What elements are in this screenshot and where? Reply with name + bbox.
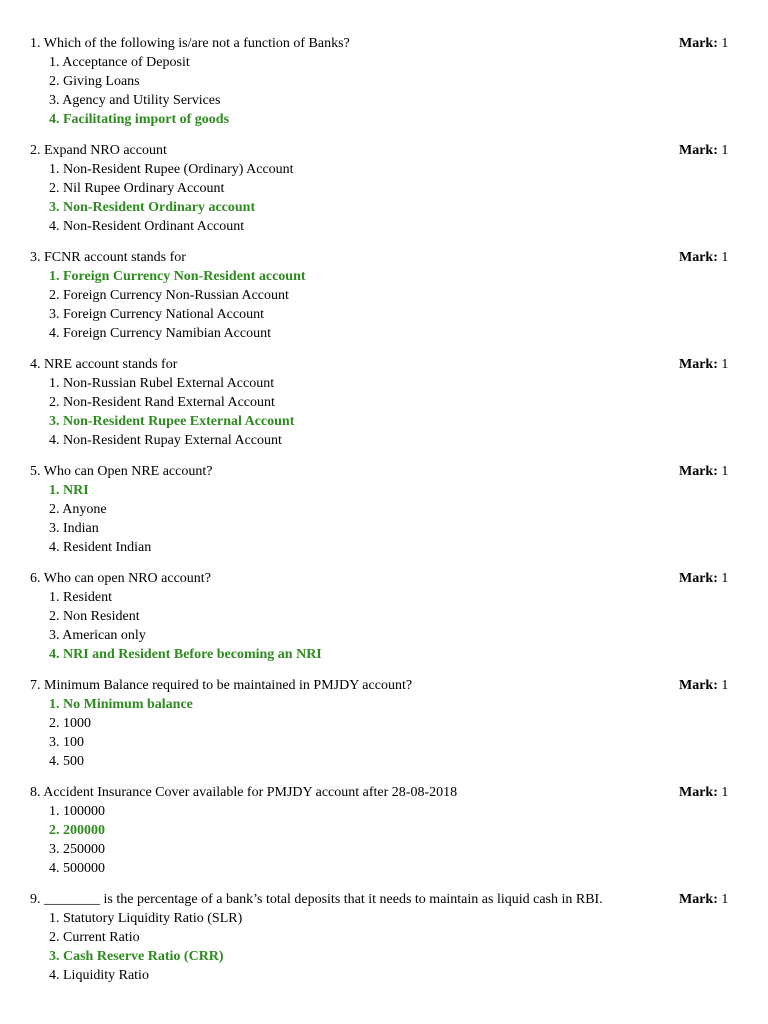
option-number: 1. bbox=[49, 590, 60, 605]
question-header bbox=[0, 355, 768, 374]
option-text: No Minimum balance bbox=[63, 697, 193, 712]
question-item bbox=[0, 141, 768, 236]
question-item bbox=[0, 676, 768, 771]
option-text: NRI and Resident Before becoming an NRI bbox=[63, 647, 322, 662]
option-number: 4. bbox=[49, 540, 60, 555]
correct-answer-option bbox=[0, 267, 768, 286]
question-header bbox=[0, 462, 768, 481]
mark-value: 1 bbox=[721, 785, 729, 800]
answer-option bbox=[0, 374, 768, 393]
mark-value: 1 bbox=[721, 678, 729, 693]
option-number: 4. bbox=[49, 326, 60, 341]
option-text: Nil Rupee Ordinary Account bbox=[63, 181, 225, 196]
answer-option bbox=[0, 179, 768, 198]
mark-value: 1 bbox=[721, 36, 729, 51]
question-header bbox=[0, 248, 768, 267]
option-number: 4. bbox=[49, 433, 60, 448]
option-text: 100000 bbox=[63, 804, 105, 819]
option-number: 1. bbox=[49, 697, 60, 712]
option-number: 3. bbox=[49, 93, 60, 108]
answer-option bbox=[0, 431, 768, 450]
option-number: 3. bbox=[49, 842, 60, 857]
option-text: Acceptance of Deposit bbox=[62, 55, 190, 70]
question-number: 4. bbox=[30, 357, 41, 372]
correct-answer-option bbox=[0, 110, 768, 129]
option-text: Non-Resident Ordinant Account bbox=[63, 219, 245, 234]
question-text bbox=[30, 34, 350, 53]
answer-option bbox=[0, 733, 768, 752]
mark-value: 1 bbox=[721, 357, 729, 372]
question-mark bbox=[679, 569, 728, 588]
mark-label: Mark: bbox=[679, 571, 718, 586]
option-text: Statutory Liquidity Ratio (SLR) bbox=[63, 911, 243, 926]
question-statement: Who can open NRO account? bbox=[43, 571, 211, 586]
option-text: Cash Reserve Ratio (CRR) bbox=[63, 949, 224, 964]
answer-option bbox=[0, 305, 768, 324]
question-number: 3. bbox=[30, 250, 41, 265]
option-number: 3. bbox=[49, 735, 60, 750]
quiz-page bbox=[0, 34, 768, 997]
answer-option bbox=[0, 324, 768, 343]
mark-value: 1 bbox=[721, 464, 729, 479]
question-text bbox=[30, 569, 211, 588]
question-mark bbox=[679, 462, 728, 481]
option-text: American only bbox=[62, 628, 146, 643]
question-item bbox=[0, 890, 768, 985]
question-mark bbox=[679, 34, 728, 53]
question-statement: Expand NRO account bbox=[44, 143, 167, 158]
option-number: 1. bbox=[49, 376, 60, 391]
mark-value: 1 bbox=[721, 250, 729, 265]
mark-label: Mark: bbox=[679, 36, 718, 51]
correct-answer-option bbox=[0, 645, 768, 664]
correct-answer-option bbox=[0, 198, 768, 217]
option-text: Foreign Currency Namibian Account bbox=[63, 326, 272, 341]
question-text bbox=[30, 248, 186, 267]
option-text: Non-Resident Ordinary account bbox=[63, 200, 256, 215]
question-number: 8. bbox=[30, 785, 41, 800]
question-mark bbox=[679, 890, 728, 909]
question-text bbox=[30, 462, 212, 481]
question-number: 6. bbox=[30, 571, 41, 586]
option-text: 1000 bbox=[63, 716, 91, 731]
option-text: Foreign Currency Non-Resident account bbox=[63, 269, 306, 284]
option-text: Facilitating import of goods bbox=[63, 112, 230, 127]
option-text: 500000 bbox=[63, 861, 105, 876]
question-item bbox=[0, 569, 768, 664]
question-mark bbox=[679, 355, 728, 374]
answer-option bbox=[0, 714, 768, 733]
option-number: 4. bbox=[49, 647, 60, 662]
question-header bbox=[0, 141, 768, 160]
question-statement: NRE account stands for bbox=[44, 357, 178, 372]
option-text: Non-Resident Rupay External Account bbox=[63, 433, 282, 448]
question-mark bbox=[679, 676, 728, 695]
option-number: 2. bbox=[49, 930, 60, 945]
answer-option bbox=[0, 859, 768, 878]
option-number: 1. bbox=[49, 804, 60, 819]
answer-option bbox=[0, 538, 768, 557]
answer-option bbox=[0, 928, 768, 947]
question-number: 5. bbox=[30, 464, 41, 479]
option-number: 4. bbox=[49, 861, 60, 876]
question-text bbox=[30, 355, 177, 374]
mark-value: 1 bbox=[721, 571, 729, 586]
option-text: Non-Resident Rupee External Account bbox=[63, 414, 295, 429]
answer-option bbox=[0, 286, 768, 305]
option-number: 3. bbox=[49, 628, 60, 643]
option-text: Agency and Utility Services bbox=[62, 93, 221, 108]
mark-value: 1 bbox=[721, 143, 729, 158]
option-number: 2. bbox=[49, 609, 60, 624]
mark-label: Mark: bbox=[679, 785, 718, 800]
answer-option bbox=[0, 909, 768, 928]
question-item bbox=[0, 462, 768, 557]
question-mark bbox=[679, 783, 728, 802]
option-text: Foreign Currency Non-Russian Account bbox=[63, 288, 289, 303]
answer-option bbox=[0, 626, 768, 645]
question-header bbox=[0, 569, 768, 588]
option-text: 500 bbox=[63, 754, 84, 769]
option-number: 2. bbox=[49, 181, 60, 196]
option-number: 2. bbox=[49, 74, 60, 89]
option-text: 100 bbox=[63, 735, 84, 750]
question-header bbox=[0, 34, 768, 53]
option-number: 3. bbox=[49, 200, 60, 215]
mark-label: Mark: bbox=[679, 464, 718, 479]
answer-option bbox=[0, 802, 768, 821]
option-text: Non-Resident Rupee (Ordinary) Account bbox=[63, 162, 294, 177]
question-statement: FCNR account stands for bbox=[44, 250, 186, 265]
option-number: 3. bbox=[49, 949, 60, 964]
answer-option bbox=[0, 217, 768, 236]
question-statement: Who can Open NRE account? bbox=[43, 464, 213, 479]
option-number: 1. bbox=[49, 269, 60, 284]
question-number: 9. bbox=[30, 892, 41, 907]
mark-label: Mark: bbox=[679, 357, 718, 372]
question-item bbox=[0, 783, 768, 878]
option-text: Current Ratio bbox=[63, 930, 140, 945]
answer-option bbox=[0, 607, 768, 626]
question-number: 7. bbox=[30, 678, 41, 693]
option-number: 4. bbox=[49, 112, 60, 127]
option-number: 1. bbox=[49, 162, 60, 177]
question-text bbox=[30, 676, 412, 695]
mark-label: Mark: bbox=[679, 678, 718, 693]
question-mark bbox=[679, 141, 728, 160]
option-text: Anyone bbox=[62, 502, 107, 517]
answer-option bbox=[0, 840, 768, 859]
question-item bbox=[0, 34, 768, 129]
answer-option bbox=[0, 160, 768, 179]
option-number: 1. bbox=[49, 55, 60, 70]
question-text bbox=[30, 890, 603, 909]
answer-option bbox=[0, 393, 768, 412]
option-number: 4. bbox=[49, 219, 60, 234]
option-number: 3. bbox=[49, 414, 60, 429]
option-number: 2. bbox=[49, 716, 60, 731]
answer-option bbox=[0, 53, 768, 72]
question-item bbox=[0, 248, 768, 343]
question-statement: ________ is the percentage of a bank’s total deposits that it needs to maintain as liquid cash in RBI. bbox=[44, 892, 603, 907]
option-text: NRI bbox=[63, 483, 89, 498]
option-text: Non-Resident Rand External Account bbox=[63, 395, 275, 410]
mark-label: Mark: bbox=[679, 250, 718, 265]
option-number: 2. bbox=[49, 823, 60, 838]
option-number: 1. bbox=[49, 483, 60, 498]
option-text: Non-Russian Rubel External Account bbox=[63, 376, 275, 391]
option-text: Foreign Currency National Account bbox=[63, 307, 265, 322]
option-text: Resident Indian bbox=[63, 540, 152, 555]
question-statement: Minimum Balance required to be maintained in PMJDY account? bbox=[44, 678, 413, 693]
option-text: Liquidity Ratio bbox=[63, 968, 149, 983]
option-text: Non Resident bbox=[63, 609, 140, 624]
option-text: 250000 bbox=[63, 842, 105, 857]
correct-answer-option bbox=[0, 695, 768, 714]
option-number: 4. bbox=[49, 754, 60, 769]
answer-option bbox=[0, 966, 768, 985]
option-text: Resident bbox=[63, 590, 112, 605]
question-number: 1. bbox=[30, 36, 41, 51]
option-text: Indian bbox=[63, 521, 99, 536]
question-header bbox=[0, 890, 768, 909]
option-number: 2. bbox=[49, 395, 60, 410]
question-header bbox=[0, 783, 768, 802]
question-text bbox=[30, 783, 457, 802]
question-statement: Accident Insurance Cover available for PMJDY account after 28-08-2018 bbox=[43, 785, 458, 800]
correct-answer-option bbox=[0, 821, 768, 840]
answer-option bbox=[0, 91, 768, 110]
option-number: 1. bbox=[49, 911, 60, 926]
question-number: 2. bbox=[30, 143, 41, 158]
question-text bbox=[30, 141, 167, 160]
answer-option bbox=[0, 752, 768, 771]
correct-answer-option bbox=[0, 412, 768, 431]
correct-answer-option bbox=[0, 481, 768, 500]
question-statement: Which of the following is/are not a function of Banks? bbox=[43, 36, 350, 51]
mark-label: Mark: bbox=[679, 143, 718, 158]
option-text: Giving Loans bbox=[63, 74, 140, 89]
correct-answer-option bbox=[0, 947, 768, 966]
option-number: 3. bbox=[49, 307, 60, 322]
answer-option bbox=[0, 588, 768, 607]
option-text: 200000 bbox=[63, 823, 105, 838]
option-number: 2. bbox=[49, 288, 60, 303]
mark-label: Mark: bbox=[679, 892, 718, 907]
option-number: 2. bbox=[49, 502, 60, 517]
answer-option bbox=[0, 500, 768, 519]
question-mark bbox=[679, 248, 728, 267]
option-number: 3. bbox=[49, 521, 60, 536]
option-number: 4. bbox=[49, 968, 60, 983]
question-header bbox=[0, 676, 768, 695]
answer-option bbox=[0, 72, 768, 91]
answer-option bbox=[0, 519, 768, 538]
question-item bbox=[0, 355, 768, 450]
mark-value: 1 bbox=[721, 892, 729, 907]
